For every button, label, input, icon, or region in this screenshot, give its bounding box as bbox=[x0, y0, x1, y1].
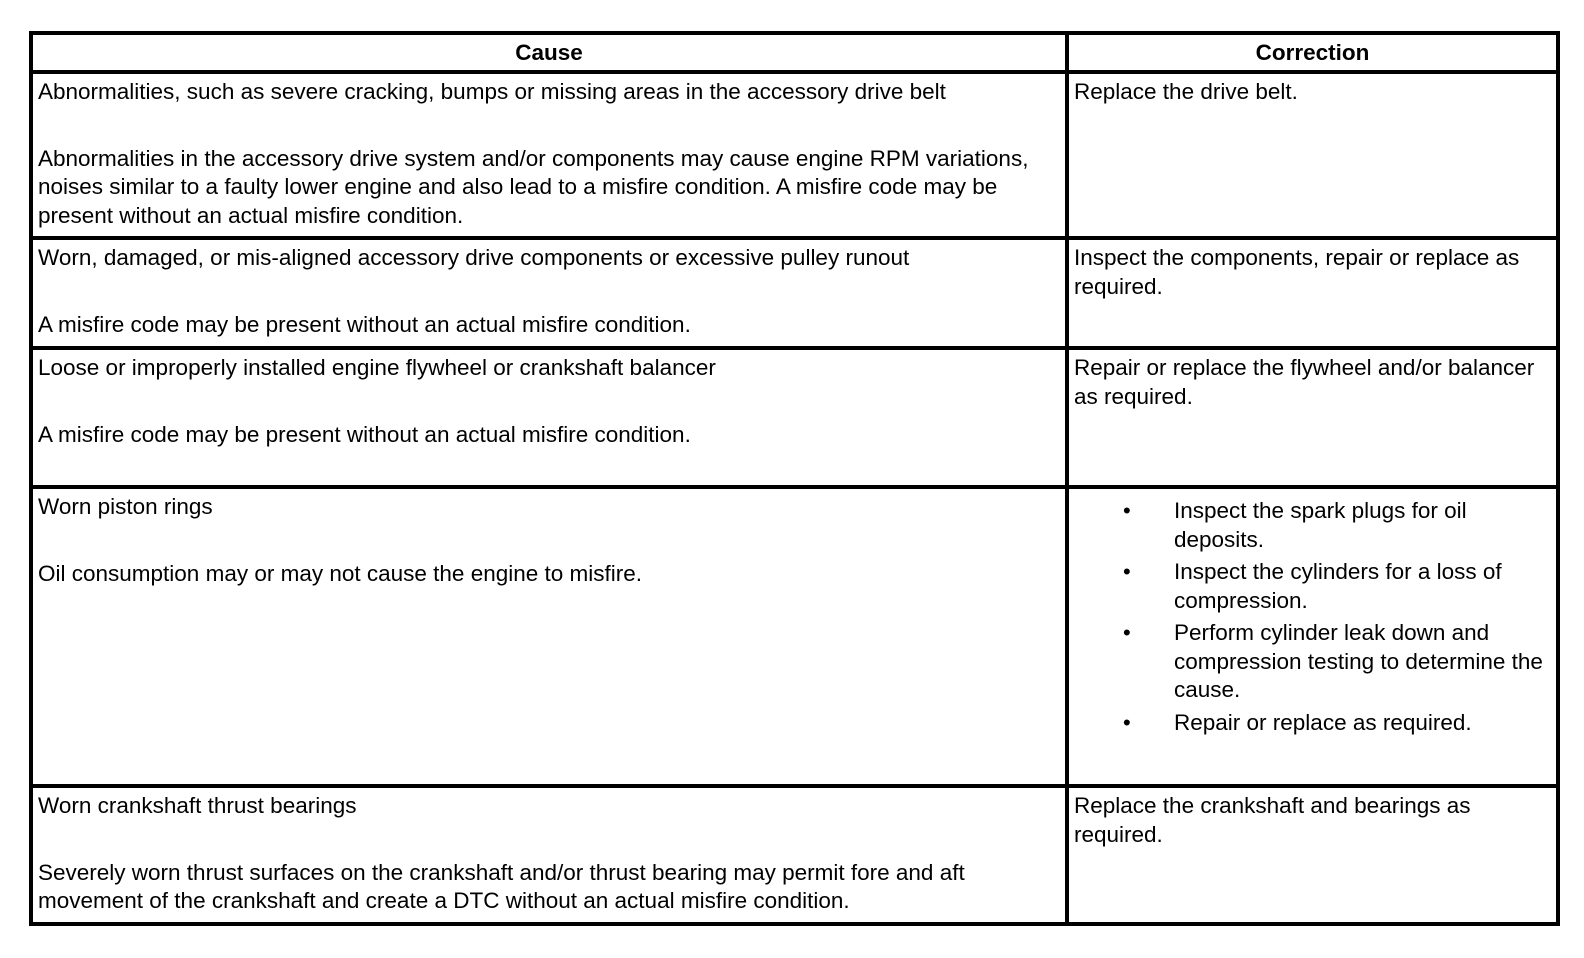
correction-text: Repair or replace the flywheel and/or balancer as required. bbox=[1074, 355, 1535, 409]
header-cause: Cause bbox=[31, 33, 1067, 72]
cause-note: Oil consumption may or may not cause the engine to misfire. bbox=[38, 560, 643, 586]
correction-cell bbox=[1067, 72, 1558, 238]
correction-text: Replace the crankshaft and bearings as required. bbox=[1074, 793, 1471, 847]
cause-cell bbox=[31, 786, 1067, 924]
diagnostic-table-wrapper bbox=[29, 31, 1556, 926]
correction-cell bbox=[1067, 238, 1558, 348]
cause-cell bbox=[31, 238, 1067, 348]
cause-text: Worn, damaged, or mis-aligned accessory drive components or excessive pulley runout bbox=[38, 245, 910, 270]
bullet-icon: • bbox=[1123, 559, 1131, 584]
bullet-icon: • bbox=[1123, 620, 1131, 645]
list-item bbox=[1074, 709, 1550, 738]
diagnostic-table bbox=[29, 31, 1560, 926]
correction-text: Inspect the components, repair or replace as required. bbox=[1074, 245, 1520, 299]
step-text: Perform cylinder leak down and compression testing to determine the cause. bbox=[1174, 620, 1543, 702]
table-row bbox=[31, 238, 1558, 348]
list-item bbox=[1074, 619, 1550, 705]
cause-cell bbox=[31, 487, 1067, 786]
cause-note: A misfire code may be present without an actual misfire condition. bbox=[38, 421, 691, 447]
header-correction: Correction bbox=[1067, 33, 1558, 72]
correction-steps-list bbox=[1074, 497, 1550, 737]
cause-text: Loose or improperly installed engine flywheel or crankshaft balancer bbox=[38, 355, 716, 380]
cause-cell bbox=[31, 72, 1067, 238]
correction-cell bbox=[1067, 786, 1558, 924]
cause-text: Abnormalities, such as severe cracking, bumps or missing areas in the accessory drive belt bbox=[38, 79, 946, 104]
correction-cell bbox=[1067, 348, 1558, 487]
correction-text: Replace the drive belt. bbox=[1074, 79, 1298, 104]
cause-text: Worn crankshaft thrust bearings bbox=[38, 793, 357, 818]
cause-note: Severely worn thrust surfaces on the crankshaft and/or thrust bearing may permit fore and aft movement of the crankshaft and create a DTC without an actual misfire condition. bbox=[38, 859, 965, 913]
step-text: Inspect the cylinders for a loss of compression. bbox=[1174, 559, 1502, 613]
cause-note: A misfire code may be present without an actual misfire condition. bbox=[38, 311, 691, 337]
cause-note: Abnormalities in the accessory drive system and/or components may cause engine RPM variations, noises similar to a faulty lower engine and also lead to a misfire condition. A misfire code may be present without an actual misfire condition. bbox=[38, 145, 1029, 228]
list-item bbox=[1074, 497, 1550, 554]
bullet-icon: • bbox=[1123, 498, 1131, 523]
table-header-row bbox=[31, 33, 1558, 72]
cause-cell bbox=[31, 348, 1067, 487]
cause-text: Worn piston rings bbox=[38, 494, 213, 519]
table-row bbox=[31, 786, 1558, 924]
correction-cell bbox=[1067, 487, 1558, 786]
bullet-icon: • bbox=[1123, 709, 1131, 735]
table-row bbox=[31, 487, 1558, 786]
step-text: Repair or replace as required. bbox=[1174, 709, 1472, 735]
table-row bbox=[31, 72, 1558, 238]
step-text: Inspect the spark plugs for oil deposits. bbox=[1174, 498, 1467, 552]
list-item bbox=[1074, 558, 1550, 615]
table-row bbox=[31, 348, 1558, 487]
